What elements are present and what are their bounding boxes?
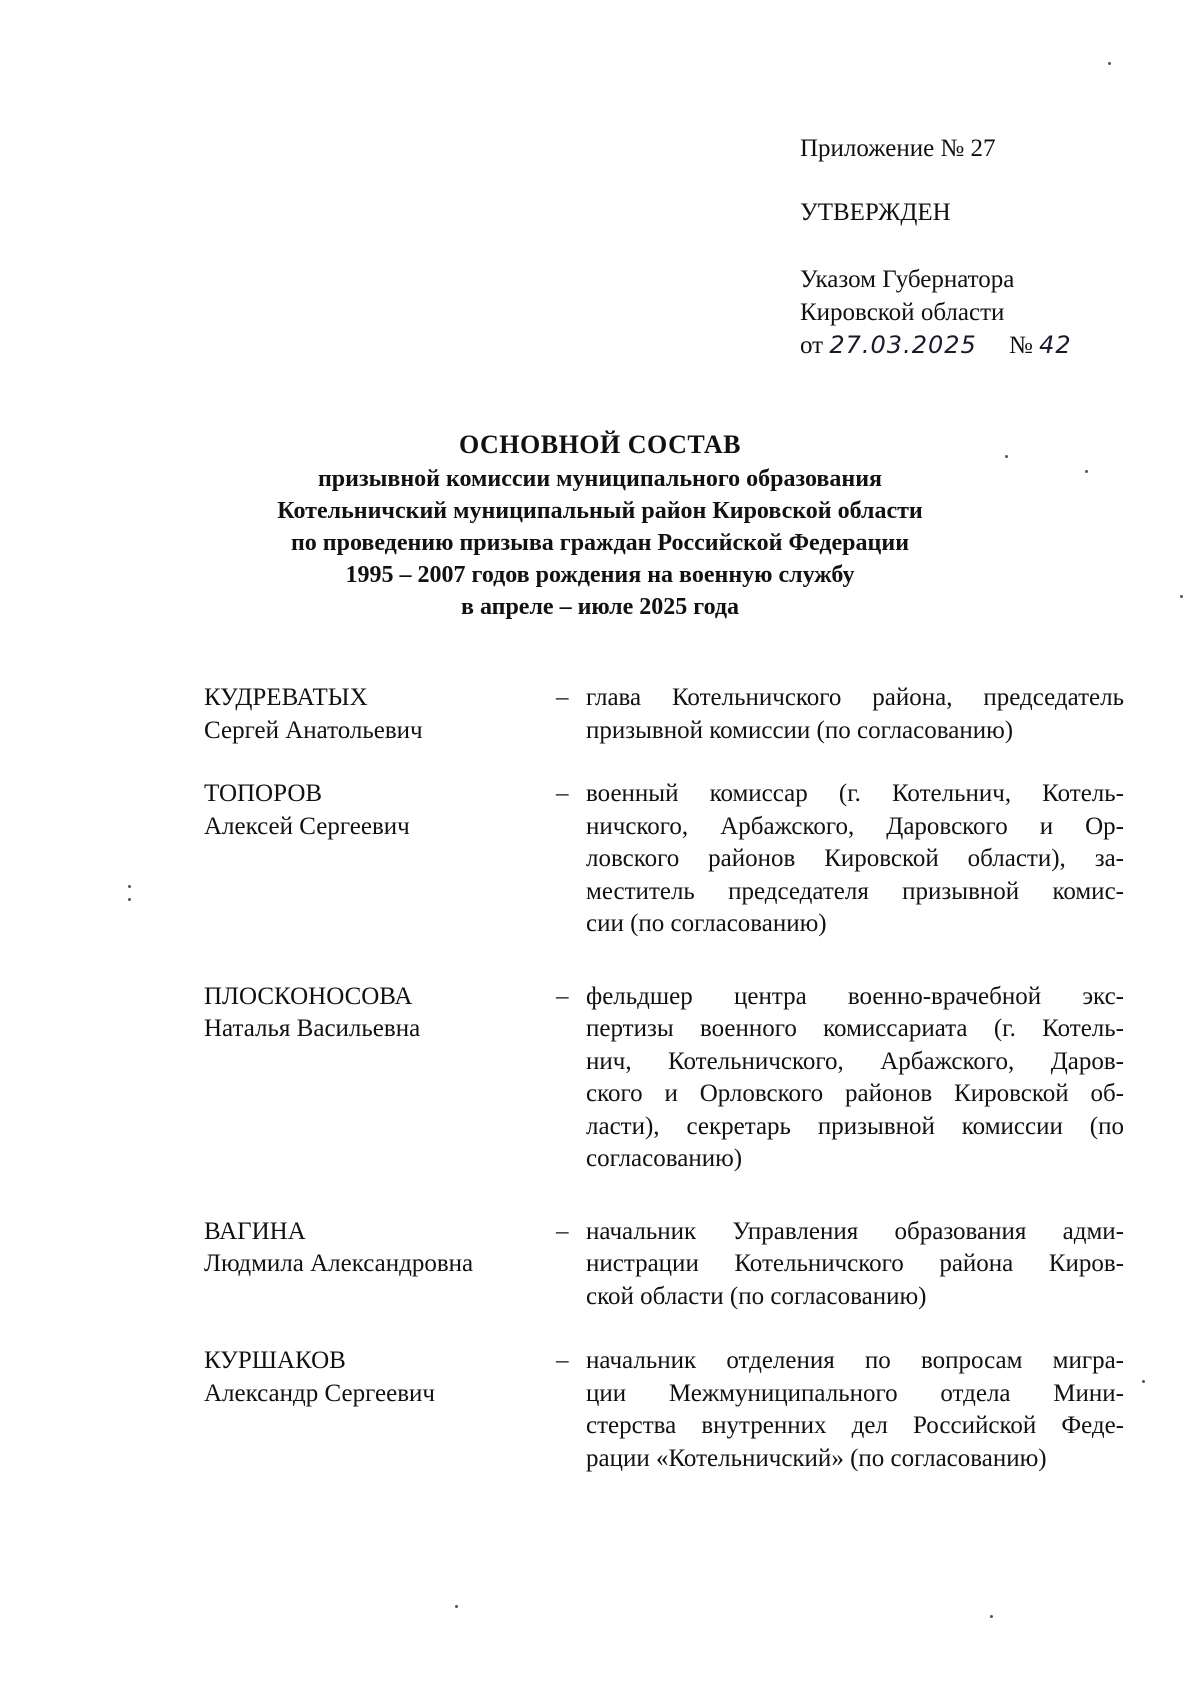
handwritten-number: 42 <box>1039 331 1072 359</box>
scan-speck <box>455 1605 458 1608</box>
title-line: в апреле – июле 2025 года <box>460 594 740 620</box>
role-line: стерства внутренних дел Российской Феде- <box>586 1412 1124 1439</box>
member-role <box>586 778 1124 941</box>
member-surname: ПЛОСКОНОСОВА <box>204 982 413 1010</box>
member-dash: – <box>556 1217 569 1245</box>
decree-line-1: Указом Губернатора <box>800 266 1015 293</box>
approval-block <box>800 132 1160 362</box>
member-dash: – <box>556 684 569 711</box>
scan-speck <box>1085 470 1088 473</box>
member-given-name: Алексей Сергеевич <box>204 812 410 840</box>
handwritten-date: 27.03.2025 <box>829 331 977 359</box>
member-role <box>586 1345 1124 1475</box>
member-given-name: Сергей Анатольевич <box>204 716 423 744</box>
scan-speck <box>990 1615 993 1618</box>
scan-speck <box>128 885 131 888</box>
role-line: ловского районов Кировской области), за- <box>586 845 1124 872</box>
title-main: ОСНОВНОЙ СОСТАВ <box>458 430 742 459</box>
role-line: ской области (по согласованию) <box>586 1282 927 1310</box>
member-surname: ВАГИНА <box>204 1217 306 1245</box>
role-line: начальник отделения по вопросам мигра- <box>586 1347 1124 1374</box>
approved-stamp: УТВЕРЖДЕН <box>800 199 951 226</box>
scan-speck <box>1142 1380 1145 1383</box>
member-role <box>586 1216 1124 1314</box>
role-line: меститель председателя призывной комис- <box>586 877 1124 905</box>
scan-speck <box>1108 62 1111 65</box>
member-surname: КУРШАКОВ <box>204 1347 346 1374</box>
role-line: нич, Котельничского, Арбажского, Даров- <box>586 1047 1124 1075</box>
members-list <box>204 682 1124 1475</box>
role-line: ласти), секретарь призывной комиссии (по <box>586 1112 1124 1140</box>
member-entry <box>204 981 1124 1176</box>
member-name <box>204 981 556 1176</box>
document-title <box>0 427 1200 623</box>
role-line: рации «Котельничский» (по согласованию) <box>586 1444 1047 1472</box>
member-given-name: Людмила Александровна <box>204 1250 474 1277</box>
member-role <box>586 682 1124 747</box>
member-surname: ТОПОРОВ <box>204 780 323 807</box>
title-line: по проведению призыва граждан Российской Федерации <box>290 530 910 556</box>
member-dash: – <box>556 780 569 807</box>
title-subtitle <box>0 463 1200 623</box>
member-name <box>204 682 556 747</box>
member-role <box>586 981 1124 1176</box>
role-line: ции Межмуниципального отдела Мини- <box>586 1379 1124 1407</box>
appendix-number: Приложение № 27 <box>800 135 996 162</box>
member-name <box>204 1345 556 1475</box>
member-given-name: Наталья Васильевна <box>204 1015 421 1042</box>
role-line: начальник Управления образования адми- <box>586 1217 1124 1245</box>
role-line: фельдшер центра военно-врачебной экс- <box>586 982 1124 1010</box>
member-entry <box>204 778 1124 941</box>
member-entry <box>204 1345 1124 1475</box>
role-line: ничского, Арбажского, Даровского и Ор- <box>586 812 1124 840</box>
member-name <box>204 1216 556 1314</box>
title-line: 1995 – 2007 годов рождения на военную службу <box>345 562 855 588</box>
scan-speck <box>128 898 131 901</box>
role-line: согласованию) <box>586 1145 743 1172</box>
scan-speck <box>1005 455 1008 458</box>
decree-date-line <box>800 329 1160 362</box>
decree-line-2: Кировской области <box>800 299 1005 326</box>
role-line: призывной комиссии (по согласованию) <box>586 716 1014 744</box>
member-entry <box>204 1216 1124 1314</box>
member-dash: – <box>556 1347 569 1374</box>
role-line: нистрации Котельничского района Киров- <box>586 1250 1124 1277</box>
member-given-name: Александр Сергеевич <box>204 1379 435 1407</box>
role-line: сии (по согласованию) <box>586 910 827 937</box>
scan-speck <box>1180 595 1183 598</box>
role-line: ского и Орловского районов Кировской об- <box>586 1080 1124 1107</box>
date-prefix: от <box>800 332 824 359</box>
member-dash: – <box>556 982 569 1010</box>
role-line: пертизы военного комиссариата (г. Котель- <box>586 1015 1124 1042</box>
role-line: военный комиссар (г. Котельнич, Котель- <box>586 780 1124 807</box>
member-surname: КУДРЕВАТЫХ <box>204 684 368 711</box>
title-line: Котельничский муниципальный район Кировской области <box>277 498 923 524</box>
number-label: № <box>1009 332 1033 359</box>
member-entry <box>204 682 1124 747</box>
title-line: призывной комиссии муниципального образования <box>317 466 883 492</box>
role-line: глава Котельничского района, председатель <box>586 684 1124 711</box>
member-name <box>204 778 556 941</box>
